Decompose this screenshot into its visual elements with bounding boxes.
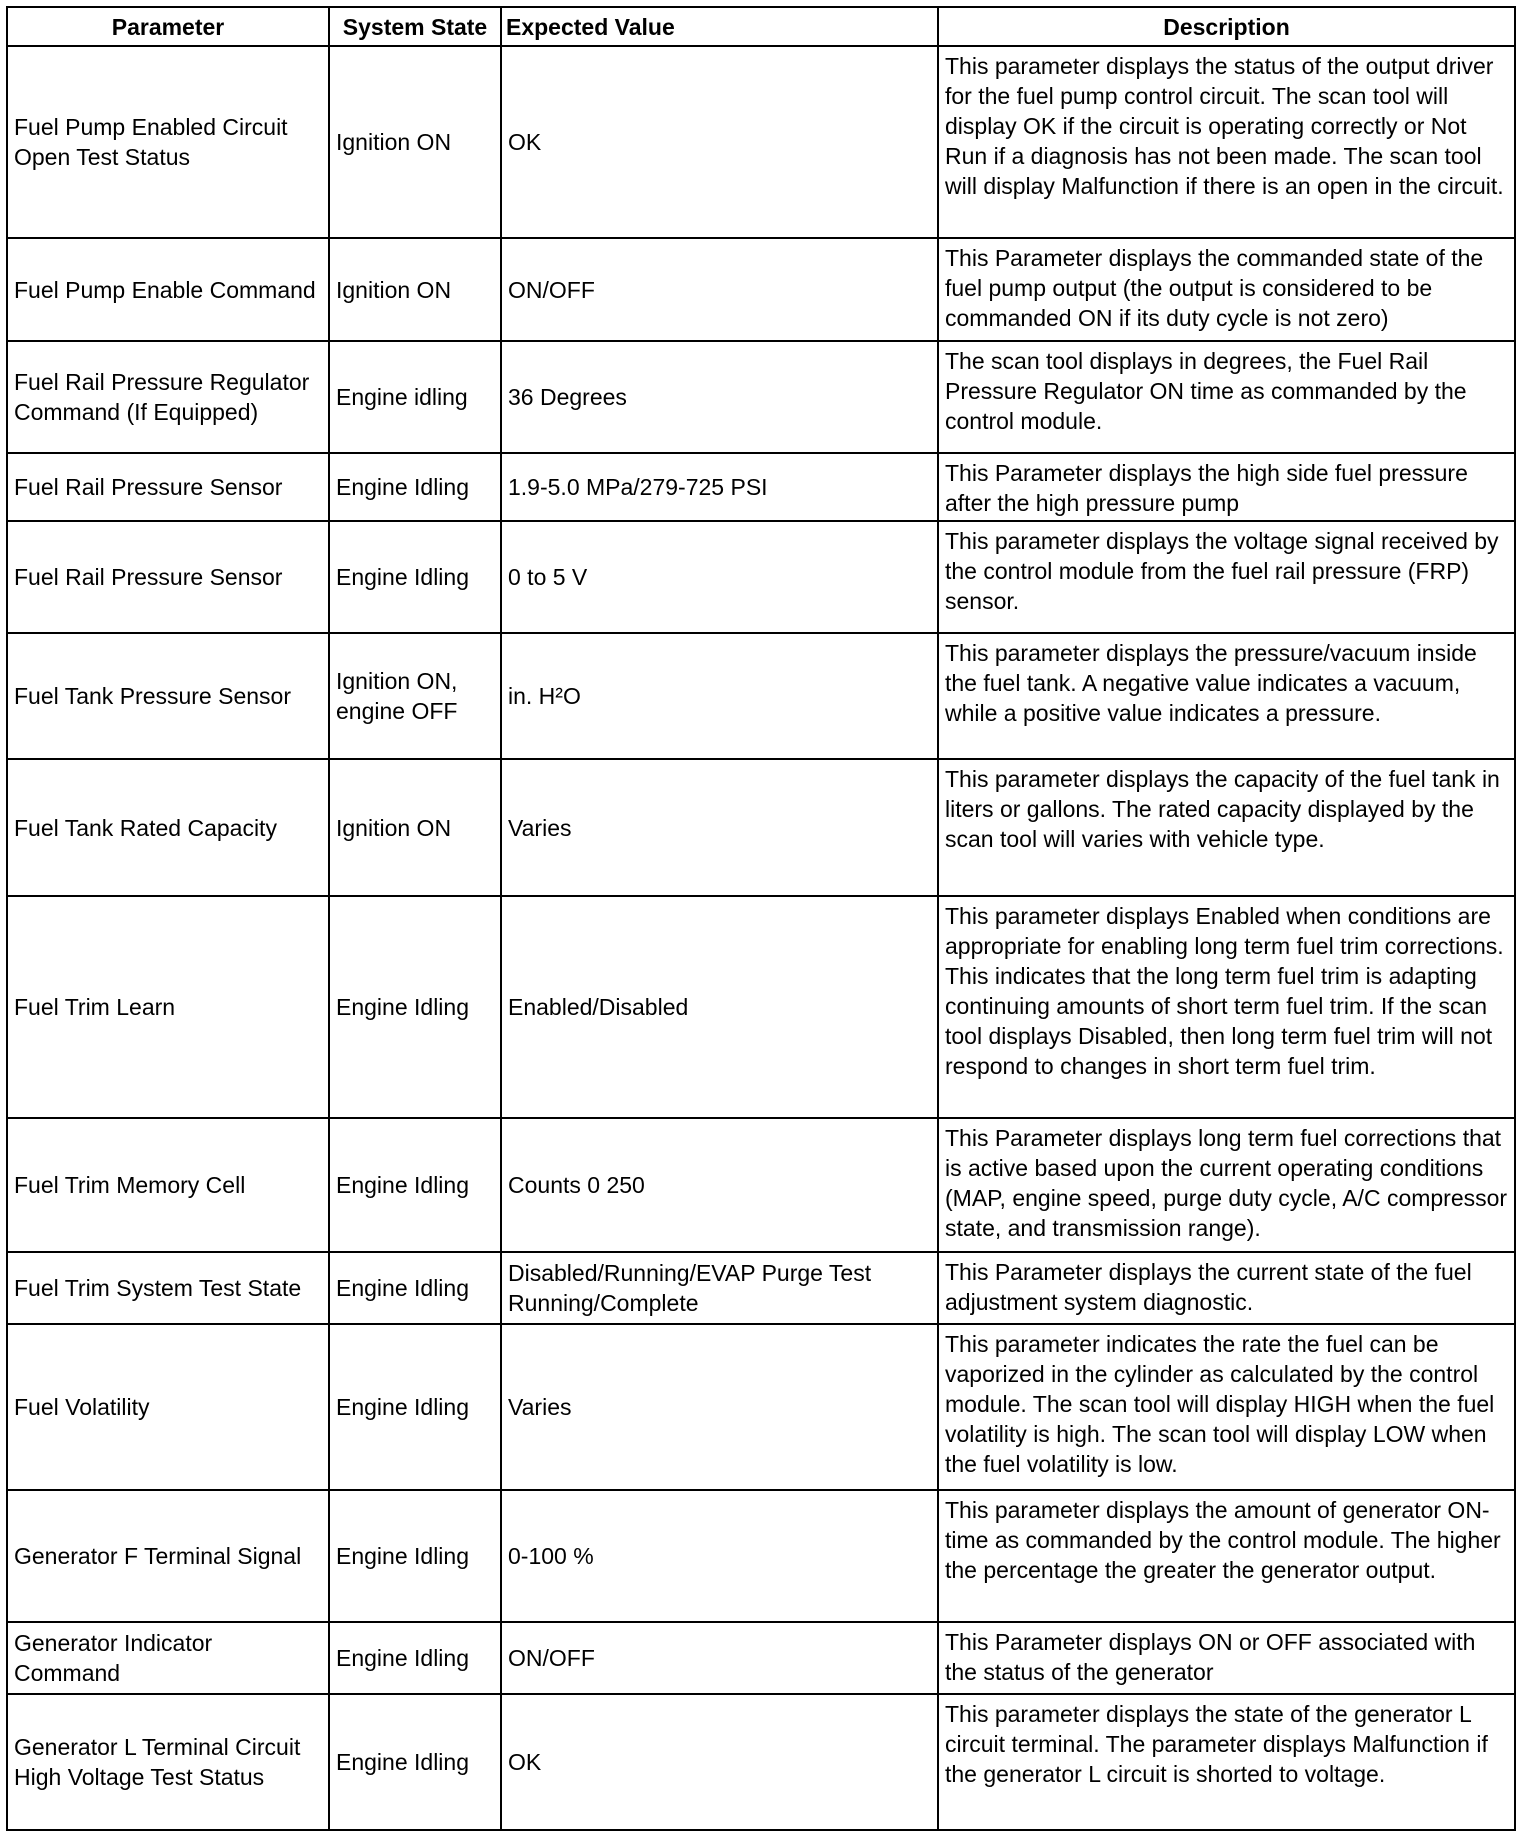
system-state-cell: Engine Idling xyxy=(329,1622,501,1694)
parameter-cell: Generator L Terminal Circuit High Voltage Test Status xyxy=(7,1694,329,1830)
expected-value-cell: Varies xyxy=(501,759,938,896)
system-state-cell: Engine Idling xyxy=(329,1252,501,1324)
table-row xyxy=(7,341,1515,453)
system-state-cell: Engine Idling xyxy=(329,1694,501,1830)
parameter-cell: Generator Indicator Command xyxy=(7,1622,329,1694)
expected-value-cell: Enabled/Disabled xyxy=(501,896,938,1118)
parameter-cell: Fuel Rail Pressure Regulator Command (If Equipped) xyxy=(7,341,329,453)
description-cell: This parameter displays the state of the generator L circuit terminal. The parameter displays Malfunction if the generator L circuit is shorted to voltage. xyxy=(938,1694,1515,1830)
description-cell: This parameter displays Enabled when conditions are appropriate for enabling long term fuel trim corrections. This indicates that the long term fuel trim is adapting continuing amounts of short term fuel trim. If the scan tool displays Disabled, then long term fuel trim will not respond to changes in short term fuel trim. xyxy=(938,896,1515,1118)
expected-value-cell: ON/OFF xyxy=(501,238,938,341)
description-cell: This Parameter displays ON or OFF associated with the status of the generator xyxy=(938,1622,1515,1694)
parameter-cell: Fuel Rail Pressure Sensor xyxy=(7,453,329,521)
expected-value-cell: 36 Degrees xyxy=(501,341,938,453)
expected-value-cell: Disabled/Running/EVAP Purge Test Running/Complete xyxy=(501,1252,938,1324)
description-cell: This Parameter displays the high side fuel pressure after the high pressure pump xyxy=(938,453,1515,521)
table-row xyxy=(7,1490,1515,1622)
description-cell: The scan tool displays in degrees, the Fuel Rail Pressure Regulator ON time as commanded by the control module. xyxy=(938,341,1515,453)
description-cell: This Parameter displays long term fuel corrections that is active based upon the current operating conditions (MAP, engine speed, purge duty cycle, A/C compressor state, and transmission range). xyxy=(938,1118,1515,1252)
parameter-cell: Fuel Volatility xyxy=(7,1324,329,1490)
system-state-cell: Ignition ON, engine OFF xyxy=(329,633,501,759)
description-cell: This parameter displays the voltage signal received by the control module from the fuel rail pressure (FRP) sensor. xyxy=(938,521,1515,633)
header-system-state: System State xyxy=(329,7,501,46)
parameter-cell: Fuel Pump Enable Command xyxy=(7,238,329,341)
table-row xyxy=(7,521,1515,633)
system-state-cell: Engine Idling xyxy=(329,521,501,633)
expected-value-cell: ON/OFF xyxy=(501,1622,938,1694)
description-cell: This Parameter displays the current state of the fuel adjustment system diagnostic. xyxy=(938,1252,1515,1324)
parameter-cell: Fuel Pump Enabled Circuit Open Test Status xyxy=(7,46,329,238)
expected-value-cell: Varies xyxy=(501,1324,938,1490)
parameter-cell: Generator F Terminal Signal xyxy=(7,1490,329,1622)
system-state-cell: Ignition ON xyxy=(329,759,501,896)
table-row xyxy=(7,1324,1515,1490)
expected-value-cell: 1.9-5.0 MPa/279-725 PSI xyxy=(501,453,938,521)
header-expected-value: Expected Value xyxy=(501,7,938,46)
description-cell: This parameter displays the amount of generator ON-time as commanded by the control module. The higher the percentage the greater the generator output. xyxy=(938,1490,1515,1622)
parameter-cell: Fuel Rail Pressure Sensor xyxy=(7,521,329,633)
expected-value-cell: OK xyxy=(501,46,938,238)
table-row xyxy=(7,1622,1515,1694)
header-description: Description xyxy=(938,7,1515,46)
table-row xyxy=(7,896,1515,1118)
table-row xyxy=(7,238,1515,341)
description-cell: This parameter displays the capacity of the fuel tank in liters or gallons. The rated capacity displayed by the scan tool will varies with vehicle type. xyxy=(938,759,1515,896)
system-state-cell: Engine Idling xyxy=(329,896,501,1118)
parameter-cell: Fuel Tank Rated Capacity xyxy=(7,759,329,896)
header-parameter: Parameter xyxy=(7,7,329,46)
expected-value-cell: OK xyxy=(501,1694,938,1830)
system-state-cell: Engine idling xyxy=(329,341,501,453)
system-state-cell: Ignition ON xyxy=(329,238,501,341)
table-row xyxy=(7,1118,1515,1252)
parameter-cell: Fuel Trim Memory Cell xyxy=(7,1118,329,1252)
description-cell: This Parameter displays the commanded state of the fuel pump output (the output is considered to be commanded ON if its duty cycle is not zero) xyxy=(938,238,1515,341)
system-state-cell: Engine Idling xyxy=(329,453,501,521)
table-row xyxy=(7,759,1515,896)
parameter-table xyxy=(6,6,1516,1831)
table-row xyxy=(7,46,1515,238)
parameter-cell: Fuel Trim Learn xyxy=(7,896,329,1118)
table-row xyxy=(7,1694,1515,1830)
description-cell: This parameter displays the pressure/vacuum inside the fuel tank. A negative value indicates a vacuum, while a positive value indicates a pressure. xyxy=(938,633,1515,759)
system-state-cell: Engine Idling xyxy=(329,1118,501,1252)
table-body xyxy=(7,46,1515,1830)
system-state-cell: Ignition ON xyxy=(329,46,501,238)
description-cell: This parameter indicates the rate the fuel can be vaporized in the cylinder as calculated by the control module. The scan tool will display HIGH when the fuel volatility is high. The scan tool will display LOW when the fuel volatility is low. xyxy=(938,1324,1515,1490)
description-cell: This parameter displays the status of the output driver for the fuel pump control circuit. The scan tool will display OK if the circuit is operating correctly or Not Run if a diagnosis has not been made. The scan tool will display Malfunction if there is an open in the circuit. xyxy=(938,46,1515,238)
parameter-cell: Fuel Trim System Test State xyxy=(7,1252,329,1324)
expected-value-cell: 0-100 % xyxy=(501,1490,938,1622)
table-row xyxy=(7,1252,1515,1324)
expected-value-cell: Counts 0 250 xyxy=(501,1118,938,1252)
expected-value-cell: 0 to 5 V xyxy=(501,521,938,633)
expected-value-cell: in. H²O xyxy=(501,633,938,759)
parameter-cell: Fuel Tank Pressure Sensor xyxy=(7,633,329,759)
table-row xyxy=(7,633,1515,759)
table-row xyxy=(7,453,1515,521)
system-state-cell: Engine Idling xyxy=(329,1324,501,1490)
header-row xyxy=(7,7,1515,46)
system-state-cell: Engine Idling xyxy=(329,1490,501,1622)
